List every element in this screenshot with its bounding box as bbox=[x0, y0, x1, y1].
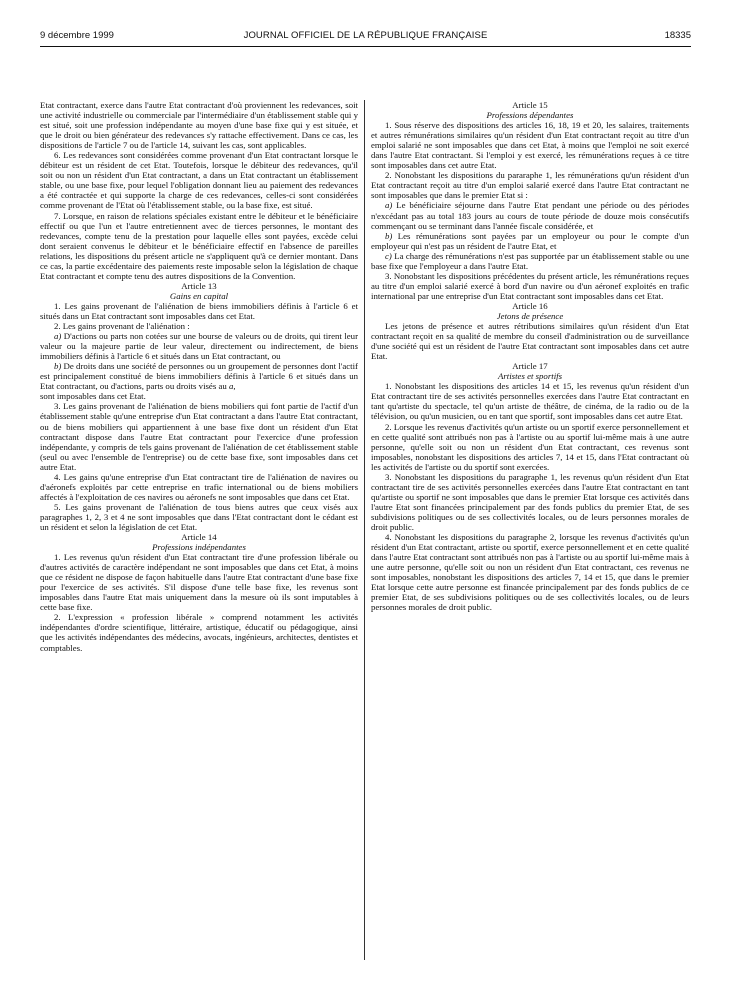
item-text: Les rémunérations sont payées par un employeur ou pour le compte d'un employeur qui n'est pas un résident de l'autre Etat, et bbox=[371, 230, 689, 251]
item-text: D'actions ou parts non cotées sur une bourse de valeurs ou de droits, qui tirent leur valeur ou la majeure partie de leur valeur, directement ou indirectement, de biens immobiliers définis à l'article 6 et situés dans un Etat contractant, ou bbox=[40, 331, 358, 362]
item-letter: c) bbox=[385, 250, 392, 261]
paragraph: 3. Nonobstant les dispositions précédentes du présent article, les rémunérations reçues au titre d'un emploi salarié exercé à bord d'un navire ou d'un aéronef exploités en trafic international par une entreprise d'un Etat contractant sont imposables dans cet Etat. bbox=[371, 270, 689, 301]
article-14-subtitle: Professions indépendantes bbox=[152, 542, 246, 553]
paragraph bbox=[40, 331, 358, 361]
page-header bbox=[40, 30, 691, 46]
paragraph: sont imposables dans cet Etat. bbox=[40, 391, 146, 402]
item-letter: b) bbox=[54, 361, 62, 372]
paragraph bbox=[371, 200, 689, 230]
item-reference: a bbox=[228, 381, 234, 392]
article-17-subtitle: Artistes et sportifs bbox=[497, 371, 563, 382]
paragraph: 1. Sous réserve des dispositions des articles 16, 18, 19 et 20, les salaires, traitements et autres rémunérations similaires qu'un résident d'un Etat contractant reçoit au titre d'un emploi salarié ne sont imposables que dans cet Etat, à moins que l'emploi ne soit exercé dans l'autre Etat contractant. Si l'emploi y est exercé, les rémunérations reçues à ce titre sont imposables dans cet autre Etat. bbox=[371, 120, 689, 171]
paragraph: Etat contractant, exerce dans l'autre Etat contractant d'où proviennent les redevances, soit une activité industrielle ou commerciale par l'intermédiaire d'un établissement stable qui y est situé, soit une profession indépendante au moyen d'une base fixe qui y est située, et que le droit ou bien générateur des redevances s'y rattache effectivement. Dans ce cas, les dispositions de l'article 7 ou de l'article 14, suivant les cas, sont applicables. bbox=[40, 100, 358, 151]
article-13-subtitle: Gains en capital bbox=[169, 290, 229, 301]
paragraph: 2. L'expression « profession libérale » comprend notamment les activités indépendantes d'ordre scientifique, littéraire, artistique, éducatif ou pédagogique, ainsi que les activités indépendantes des médecins, avocats, ingénieurs, architectes, dentistes et comptables. bbox=[40, 612, 358, 653]
header-journal-title: JOURNAL OFFICIEL DE LA RÉPUBLIQUE FRANÇAISE bbox=[243, 30, 488, 41]
header-date: 9 décembre 1999 bbox=[40, 30, 114, 41]
article-14-title: Article 14 bbox=[181, 532, 217, 543]
paragraph: 2. Nonobstant les dispositions du pararaphe 1, les rémunérations qu'un résident d'un Etat contractant reçoit au titre d'un emploi salarié exercé dans l'autre Etat contractant ne sont imposables que dans le premier Etat si : bbox=[371, 170, 689, 201]
article-16-subtitle: Jetons de présence bbox=[496, 310, 564, 321]
paragraph: 3. Les gains provenant de l'aliénation de biens mobiliers qui font partie de l'actif d'un établissement stable qu'une entreprise d'un Etat contractant a dans l'autre Etat contractant, ou de biens mobiliers qui appartiennent à une base fixe dont un résident d'un Etat contractant dispose dans l'autre Etat contractant pour l'exercice d'une profession indépendante, y compris de tels gains provenant de l'aliénation de cet établissement stable (seul ou avec l'ensemble de l'entreprise) ou de cette base fixe, sont imposables dans cet autre Etat. bbox=[40, 401, 358, 472]
item-text: La charge des rémunérations n'est pas supportée par un établissement stable ou une base fixe que l'employeur a dans l'autre Etat. bbox=[371, 250, 689, 271]
left-column bbox=[40, 100, 358, 653]
paragraph bbox=[40, 361, 358, 391]
paragraph: 7. Lorsque, en raison de relations spéciales existant entre le débiteur et le bénéficiaire effectif ou que l'un et l'autre entretiennent avec de tierces personnes, le montant des redevances, compte tenu de la prestation pour laquelle elles sont payées, excède celui dont seraient convenus le débiteur et le bénéficiaire effectif en l'absence de pareilles relations, les dispositions du présent article ne s'appliquent qu'à ce dernier montant. Dans ce cas, la partie excédentaire des paiements reste imposable selon la législation de chaque Etat contractant et compte tenu des autres dispositions de la Convention. bbox=[40, 210, 358, 281]
paragraph: Les jetons de présence et autres rétributions similaires qu'un résident d'un Etat contractant reçoit en sa qualité de membre du conseil d'administration ou de surveillance d'une société qui est un résident de l'autre Etat contractant sont imposables dans cet autre Etat. bbox=[371, 321, 689, 362]
column-divider bbox=[364, 100, 365, 960]
header-rule bbox=[40, 46, 691, 47]
article-13-title: Article 13 bbox=[181, 280, 217, 291]
paragraph bbox=[371, 231, 689, 251]
paragraph: 4. Les gains qu'une entreprise d'un Etat contractant tire de l'aliénation de navires ou d'aéronefs exploités par cette entreprise en trafic international ou de biens mobiliers affectés à l'exploitation de ces navires ou aéronefs ne sont imposables que dans cet Etat. bbox=[40, 471, 358, 502]
paragraph: 4. Nonobstant les dispositions du paragraphe 2, lorsque les revenus d'activités qu'un résident d'un Etat contractant, artiste ou sportif, exerce personnellement et en cette qualité dans l'autre Etat contractant sont attribués non pas à l'artiste ou au sportif lui-même mais à une autre personne, qu'elle soit ou non un résident d'un Etat contractant, ces revenus ne sont imposables, nonobstant les dispositions des articles 7, 14 et 15, que dans le premier Etat lorsque cette autre personne est financée principalement par des fonds publics de ce premier Etat, de ses subdivisions politiques ou de ses collectivités locales, ou de leurs personnes morales de droit public. bbox=[371, 532, 689, 613]
article-16-title: Article 16 bbox=[512, 300, 548, 311]
item-text: , bbox=[233, 381, 236, 392]
article-17-title: Article 17 bbox=[512, 361, 548, 372]
paragraph: 1. Les revenus qu'un résident d'un Etat contractant tire d'une profession libérale ou d'autres activités de caractère indépendant ne sont imposables que dans cet Etat, à moins que ce résident ne dispose de façon habituelle dans l'autre Etat contractant d'une base fixe pour l'exercice de ses activités. S'il dispose d'une telle base fixe, les revenus sont imposables dans l'autre Etat mais uniquement dans la mesure où ils sont imputables à cette base fixe. bbox=[40, 552, 358, 613]
paragraph: 2. Les gains provenant de l'aliénation : bbox=[54, 321, 190, 332]
item-letter: a) bbox=[385, 200, 393, 211]
paragraph: 3. Nonobstant les dispositions du paragraphe 1, les revenus qu'un résident d'un Etat contractant tire de ses activités personnelles exercées dans l'autre Etat contractant en tant qu'artiste ou sportif ne sont imposables que dans le premier Etat lorsque ces activités dans l'autre Etat sont financées principalement par des fonds publics du premier Etat, de ses subdivisions politiques ou de ses collectivités locales, ou de leurs personnes morales de droit public. bbox=[371, 471, 689, 532]
item-letter: a) bbox=[54, 331, 62, 342]
paragraph bbox=[371, 251, 689, 271]
paragraph: 6. Les redevances sont considérées comme provenant d'un Etat contractant lorsque le débiteur est un résident de cet Etat. Toutefois, lorsque le débiteur des redevances, qu'il soit ou non un résident d'un Etat contractant, a dans un Etat contractant un établissement stable, ou une base fixe, pour lequel l'obligation donnant lieu au paiement des redevances a été contractée et qui supporte la charge de ces redevances, celles-ci sont considérées comme provenant de l'Etat où l'établissement stable, ou la base fixe, est situé. bbox=[40, 150, 358, 211]
paragraph: 5. Les gains provenant de l'aliénation de tous biens autres que ceux visés aux paragraphes 1, 2, 3 et 4 ne sont imposables que dans l'Etat contractant dont le cédant est un résident et selon la législation de cet Etat. bbox=[40, 501, 358, 532]
item-letter: b) bbox=[385, 230, 393, 241]
paragraph: 1. Nonobstant les dispositions des articles 14 et 15, les revenus qu'un résident d'un Etat contractant tire de ses activités personnelles exercées dans l'autre Etat contractant en tant qu'artiste du spectacle, tel qu'un artiste de théâtre, de cinéma, de la radio ou de la télévision, ou qu'un musicien, ou en tant que sportif, sont imposables dans cet autre Etat. bbox=[371, 381, 689, 422]
item-text: Le bénéficiaire séjourne dans l'autre Etat pendant une période ou des périodes n'excédant pas au total 183 jours au cours de toute période de douze mois consécutifs commençant ou se terminant dans l'année fiscale considérée, et bbox=[371, 200, 689, 231]
paragraph: 2. Lorsque les revenus d'activités qu'un artiste ou un sportif exerce personnellement et en cette qualité sont attribués non pas à l'artiste ou au sportif lui-même mais à une autre personne, qu'elle soit ou non un résident d'un Etat contractant, ces revenus sont imposables, nonobstant les dispositions des articles 7, 14 et 15, dans l'Etat contractant où les activités de l'artiste ou du sportif sont exercées. bbox=[371, 421, 689, 472]
right-column bbox=[371, 100, 689, 612]
item-text: De droits dans une société de personnes ou un groupement de personnes dont l'actif est principalement constitué de biens immobiliers définis à l'article 6 et situés dans un Etat contractant, ou d'actions, parts ou droits visés au bbox=[40, 361, 358, 392]
header-page-number: 18335 bbox=[664, 30, 691, 41]
article-15-subtitle: Professions dépendantes bbox=[486, 110, 574, 121]
article-15-title: Article 15 bbox=[512, 100, 548, 110]
paragraph: 1. Les gains provenant de l'aliénation de biens immobiliers définis à l'article 6 et situés dans un Etat contractant sont imposables dans cet Etat. bbox=[40, 300, 358, 321]
